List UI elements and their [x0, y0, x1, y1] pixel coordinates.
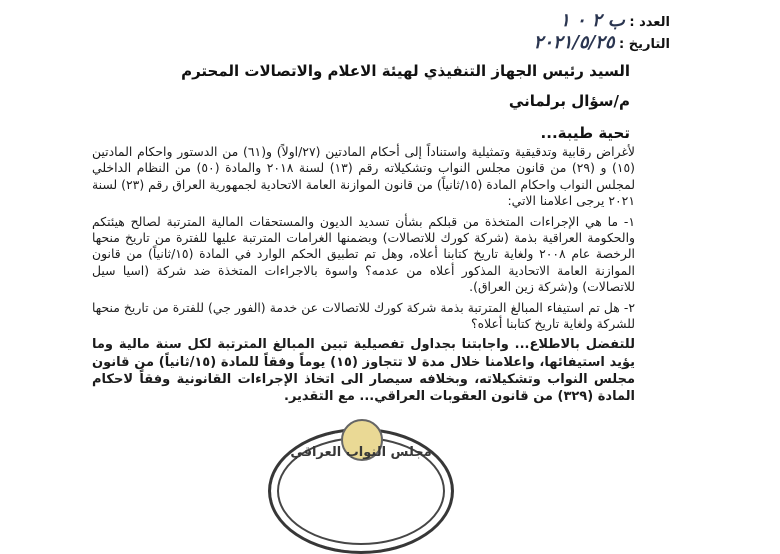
- date-value: ٢٠٢١/٥/٢٥: [533, 32, 615, 53]
- question-1: ١- ما هي الإجراءات المتخذة من قبلكم بشأن تسديد الديون والمستحقات المالية المترتبة لصالح هيئتكم والحكومة العراقية بذمة (شركة كورك للاتصالات) وبضمنها الغرامات المترتبة عليها للفترة من تاريخ منحها الرخصة عام ٢٠٠٨ ولغاية تاريخ كتابنا أعلاه، وهل تم تطبيق الحكم الوارد في المادة (١٥/ثانياً) من قانون الموازنة العامة الاتحادية المذكور أعلاه من عدمه؟ واسوة بالاجراءات المتخذة ضد شركة (اسيا سيل للاتصالات) و(شركة زين العراق).: [92, 213, 635, 295]
- number-label: العدد :: [629, 15, 670, 30]
- official-stamp: [268, 428, 454, 554]
- date-label: التاريخ :: [619, 37, 670, 52]
- document-number: [560, 10, 670, 31]
- closing-paragraph: للتفضل بالاطلاع... واجابتنا بجداول تفصيلية تبين المبالغ المترتبة لكل سنة مالية وما يؤيد استيفائها، واعلامنا خلال مدة لا تتجاوز (١٥) يوماً وفقاً للمادة (١٥/ثانياً) من قانون مجلس النواب وتشكيلاته، وبخلافه سيصار الى اتخاذ الإجراءات القانونية وفقاً لاحكام المادة (٣٢٩) من قانون العقوبات العراقي... مع التقدير.: [92, 337, 635, 405]
- letter-body: [92, 144, 635, 409]
- subject-line: م/سؤال برلماني: [508, 92, 630, 110]
- greeting-line: تحية طيبة...: [540, 124, 630, 142]
- stamp-text: مجلس النواب العراقي: [290, 445, 432, 460]
- question-2: ٢- هل تم استيفاء المبالغ المترتبة بذمة شركة كورك للاتصالات عن خدمة (الفور جي) للفترة من تاريخ منحها للشركة ولغاية تاريخ كتابنا أعلاه؟: [92, 299, 635, 332]
- document-date: [534, 32, 670, 53]
- number-value: ب ٢ ٠ ١: [560, 10, 625, 31]
- intro-paragraph: لأغراض رقابية وتدقيقية وتمثيلية واستناداً إلى أحكام المادتين (٢٧/اولاً) و(٦١) من الدستور واحكام المادتين (١٥) و (٢٩) من قانون مجلس النواب وتشكيلاته رقم (١٣) لسنة ٢٠١٨ والمادة (٥٠) من النظام الداخلي لمجلس النواب واحكام المادة (١٥/ثانياً) من قانون الموازنة العامة الاتحادية لجمهورية العراق رقم (٢٣) لسنة ٢٠٢١ يرجى اعلامنا الاتي:: [92, 144, 636, 209]
- addressee-line: السيد رئيس الجهاز التنفيذي لهيئة الاعلام والاتصالات المحترم: [181, 62, 630, 80]
